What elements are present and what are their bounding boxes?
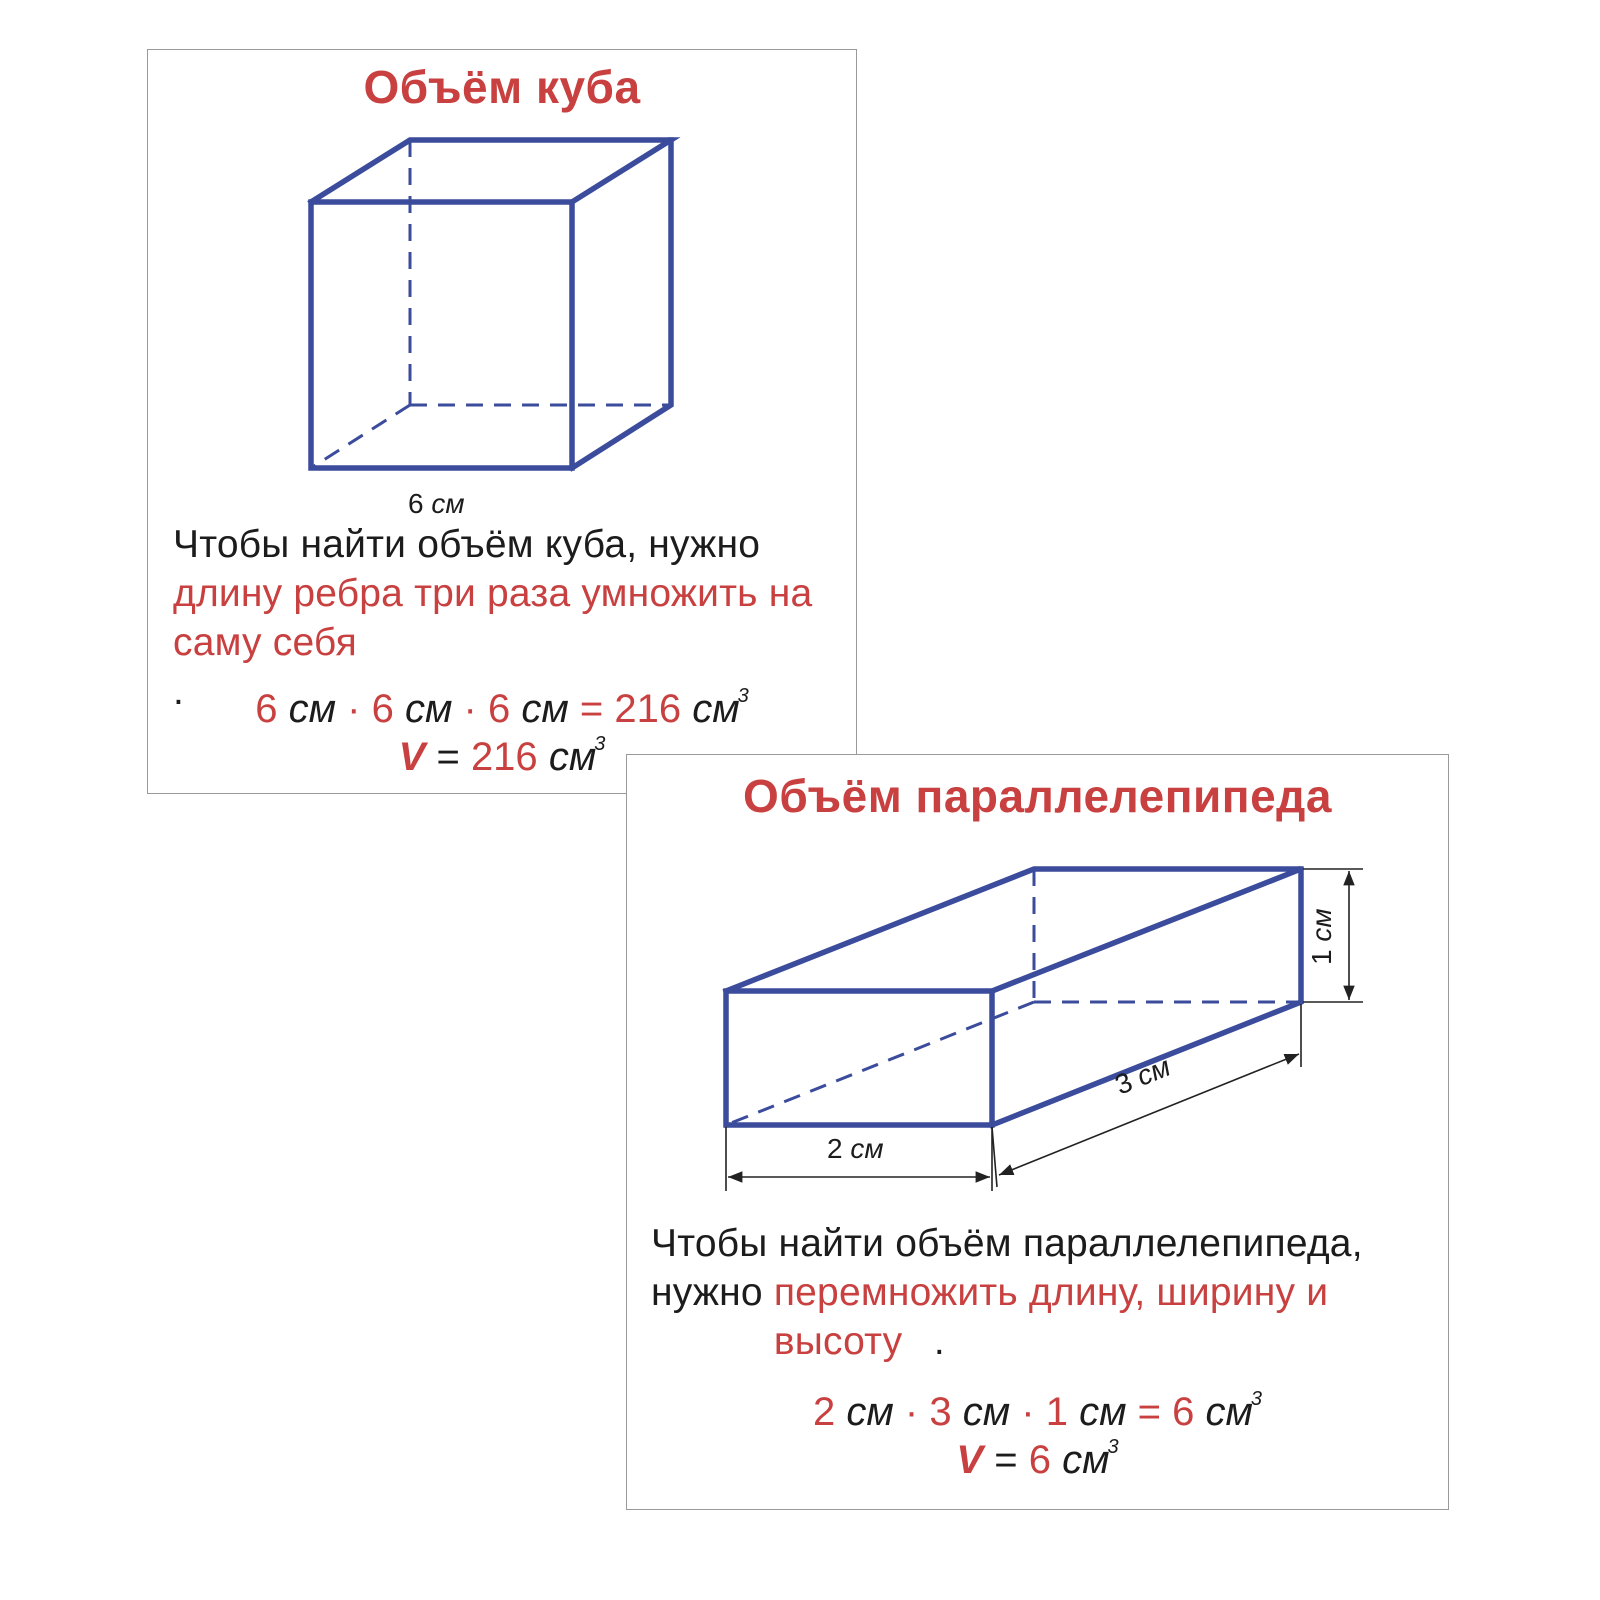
cube-result: 216 (614, 687, 682, 731)
cube-hidden-edge-depth (311, 405, 410, 468)
box-rule-text (651, 1219, 1441, 1366)
cube-unit-c: см (521, 687, 569, 731)
box-factor-b: 3 (929, 1390, 952, 1434)
cube-rule-black: Чтобы найти объём куба, нужно (173, 523, 761, 566)
box-rule-end: . (933, 1320, 945, 1363)
cube-equals: = (579, 687, 604, 731)
length-label (1111, 1051, 1175, 1101)
box-factor-c: 1 (1045, 1390, 1068, 1434)
cube-volume-equals: = (436, 735, 460, 779)
box-unit-c: см (1079, 1390, 1127, 1434)
cube-factor-b: 6 (371, 687, 394, 731)
box-rule-red: перемножить длину, ширину и высоту (773, 1271, 1329, 1363)
cube-unit-b: см (404, 687, 453, 731)
box-volume-exponent: 3 (1107, 1436, 1119, 1458)
cube-factor-c: 6 (487, 687, 511, 731)
box-unit-a: см (846, 1390, 894, 1434)
width-label (827, 1133, 884, 1165)
box-unit-b: см (962, 1390, 1011, 1434)
box-volume-card (626, 754, 1449, 1510)
cube-dot-1: · (347, 687, 361, 731)
cube-factor-a: 6 (255, 687, 278, 731)
box-volume (627, 1423, 1448, 1484)
height-label (1306, 908, 1337, 965)
cube-front-face (311, 202, 572, 468)
box-result-exponent: 3 (1250, 1388, 1263, 1410)
cube-right-face (572, 140, 671, 468)
box-dot-1: · (904, 1390, 919, 1434)
cube-dot-2: · (463, 687, 477, 731)
cube-result-unit: см (692, 687, 740, 731)
width-value: 2 (827, 1133, 843, 1164)
box-volume-value: 6 (1028, 1438, 1051, 1482)
length-value: 3 (1110, 1065, 1137, 1101)
cube-volume-card (147, 49, 857, 794)
cube-rule-red: длину ребра три раза умножить на саму себя (173, 572, 813, 664)
cube-volume-unit: см (548, 735, 597, 779)
box-factor-a: 2 (812, 1390, 836, 1434)
box-equals: = (1137, 1390, 1161, 1434)
box-front-face (726, 991, 992, 1125)
box-result-unit: см (1205, 1390, 1253, 1434)
length-unit: см (1132, 1050, 1175, 1092)
box-rule-black-2: нужно (651, 1271, 763, 1314)
box-result: 6 (1172, 1390, 1195, 1434)
cube-edge-value: 6 (408, 488, 424, 519)
cube-rule-end: . (173, 670, 185, 713)
box-rule-black-1: Чтобы найти объём параллелепипеда, (651, 1222, 1363, 1265)
cube-top-face (311, 140, 671, 202)
cube-volume-exponent: 3 (594, 733, 606, 755)
box-volume-unit: см (1062, 1438, 1110, 1482)
box-dot-2: · (1021, 1390, 1035, 1434)
cube-volume-symbol: V (398, 735, 426, 779)
box-card-title: Объём параллелепипеда (743, 770, 1332, 822)
cube-unit-a: см (288, 687, 336, 731)
height-value: 1 (1306, 949, 1337, 965)
box-volume-equals: = (994, 1438, 1018, 1482)
box-top-face (726, 869, 1301, 991)
cube-result-exponent: 3 (737, 685, 749, 707)
cube-card-title: Объём куба (363, 61, 641, 113)
cube-edge-label (408, 488, 465, 520)
box-volume-symbol: V (956, 1438, 984, 1482)
height-unit: см (1306, 908, 1337, 942)
cube-edge-unit: см (431, 488, 465, 519)
width-unit: см (850, 1133, 884, 1164)
box-hidden-edge-depth (726, 1002, 1034, 1125)
cube-volume-value: 216 (470, 735, 538, 779)
